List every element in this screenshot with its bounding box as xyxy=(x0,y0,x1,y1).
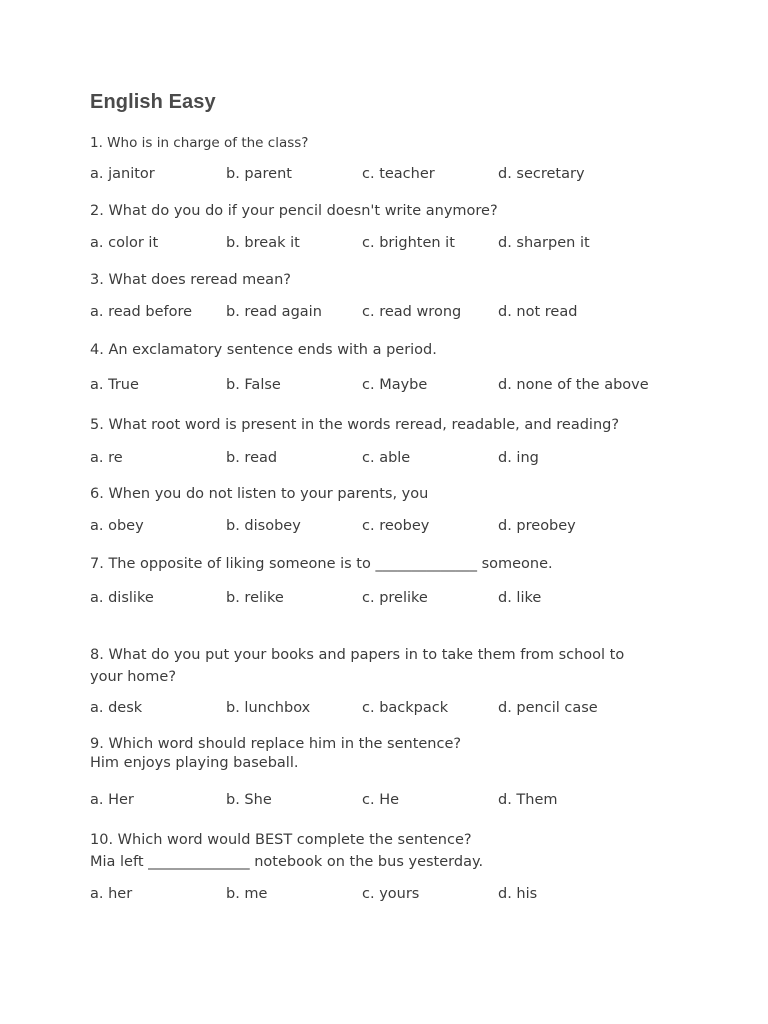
question-2 xyxy=(90,200,690,222)
options-9 xyxy=(90,792,710,814)
question-sentence: Mia left ______________ notebook on the bus yesterday. xyxy=(90,854,484,870)
question-text: 5. What root word is present in the words reread, readable, and reading? xyxy=(90,417,620,433)
options-3 xyxy=(90,304,710,326)
question-text: 4. An exclamatory sentence ends with a period. xyxy=(90,342,437,358)
question-10 xyxy=(90,829,690,873)
question-text: 8. What do you put your books and papers in to take them from school to xyxy=(90,647,625,663)
option-c: c. reobey xyxy=(362,518,430,534)
option-a: a. janitor xyxy=(90,166,155,182)
option-b: b. read again xyxy=(226,304,322,320)
options-4 xyxy=(90,377,710,399)
option-a: a. read before xyxy=(90,304,193,320)
option-d: d. pencil case xyxy=(498,700,598,716)
option-d: d. like xyxy=(498,590,542,606)
option-b: b. She xyxy=(226,792,272,808)
option-b: b. break it xyxy=(226,235,300,251)
option-c: c. able xyxy=(362,450,411,466)
option-a: a. desk xyxy=(90,700,143,716)
option-a: a. obey xyxy=(90,518,144,534)
option-d: d. none of the above xyxy=(498,377,649,393)
option-b: b. disobey xyxy=(226,518,301,534)
option-c: c. read wrong xyxy=(362,304,462,320)
question-text: 10. Which word would BEST complete the sentence? xyxy=(90,832,472,848)
option-d: d. Them xyxy=(498,792,558,808)
option-c: c. He xyxy=(362,792,400,808)
question-1 xyxy=(90,132,690,154)
question-text: 2. What do you do if your pencil doesn't write anymore? xyxy=(90,203,498,219)
option-b: b. False xyxy=(226,377,281,393)
option-d: d. ing xyxy=(498,450,539,466)
question-7 xyxy=(90,553,690,575)
option-c: c. backpack xyxy=(362,700,449,716)
option-d: d. sharpen it xyxy=(498,235,590,251)
question-text: 7. The opposite of liking someone is to ______________ someone. xyxy=(90,556,553,572)
worksheet-title: English Easy xyxy=(90,91,216,113)
question-text: 9. Which word should replace him in the sentence? xyxy=(90,736,462,752)
question-text: 3. What does reread mean? xyxy=(90,272,291,288)
options-5 xyxy=(90,450,710,472)
option-a: a. re xyxy=(90,450,123,466)
option-a: a. her xyxy=(90,886,133,902)
question-text: 6. When you do not listen to your parents, you xyxy=(90,486,429,502)
question-4 xyxy=(90,339,690,361)
question-3 xyxy=(90,269,690,291)
options-1 xyxy=(90,166,710,188)
option-c: c. Maybe xyxy=(362,377,428,393)
option-a: a. Her xyxy=(90,792,134,808)
option-b: b. parent xyxy=(226,166,292,182)
option-b: b. read xyxy=(226,450,278,466)
question-sentence: Him enjoys playing baseball. xyxy=(90,755,299,771)
options-10 xyxy=(90,886,710,908)
option-c: c. prelike xyxy=(362,590,428,606)
option-d: d. his xyxy=(498,886,538,902)
options-2 xyxy=(90,235,710,257)
option-b: b. me xyxy=(226,886,268,902)
option-b: b. lunchbox xyxy=(226,700,311,716)
question-text: 1. Who is in charge of the class? xyxy=(90,135,309,151)
options-6 xyxy=(90,518,710,540)
option-c: c. teacher xyxy=(362,166,435,182)
options-7 xyxy=(90,590,710,612)
option-a: a. True xyxy=(90,377,139,393)
question-9 xyxy=(90,735,690,773)
option-d: d. preobey xyxy=(498,518,576,534)
option-c: c. brighten it xyxy=(362,235,455,251)
option-a: a. color it xyxy=(90,235,159,251)
option-a: a. dislike xyxy=(90,590,154,606)
question-text-continued: your home? xyxy=(90,669,177,685)
option-b: b. relike xyxy=(226,590,284,606)
question-8 xyxy=(90,644,690,688)
question-6 xyxy=(90,483,690,505)
question-5 xyxy=(90,414,690,436)
options-8 xyxy=(90,700,710,722)
option-c: c. yours xyxy=(362,886,420,902)
option-d: d. secretary xyxy=(498,166,585,182)
option-d: d. not read xyxy=(498,304,578,320)
